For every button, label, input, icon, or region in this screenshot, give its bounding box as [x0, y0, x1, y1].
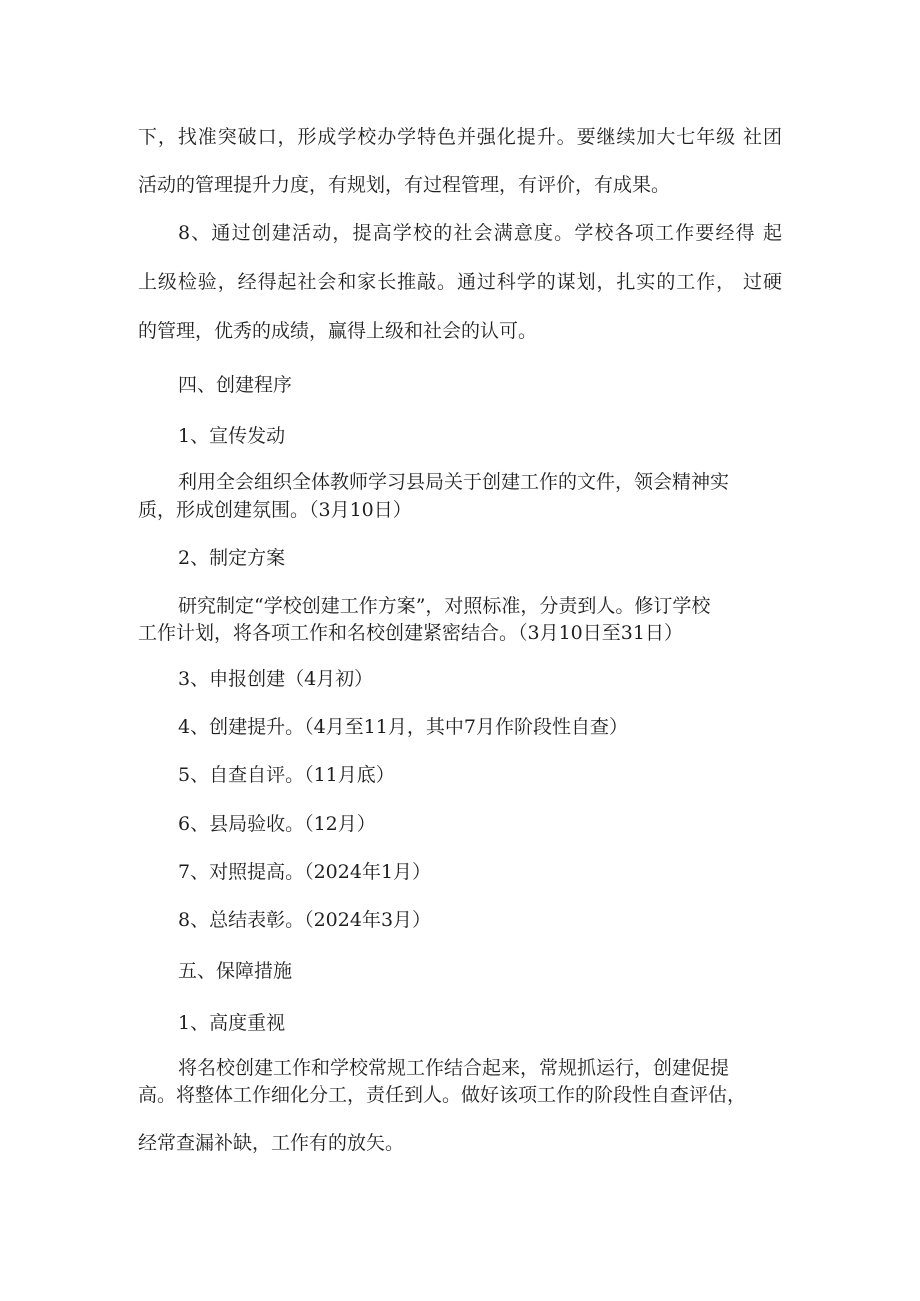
text-line: 8、通过创建活动，提高学校的社会满意度。学校各项工作要经得 起: [178, 222, 782, 244]
list-item: 3、申报创建（4月初）: [178, 668, 374, 690]
list-item: 5、自查自评。（11月底）: [178, 764, 395, 786]
text-line: 质，形成创建氛围。（3月10日）: [138, 499, 412, 521]
text-line: 工作计划，将各项工作和名校创建紧密结合。（3月10日至31日）: [138, 622, 683, 644]
list-item: 7、对照提高。（2024年1月）: [178, 861, 432, 883]
subsection-heading: 2、制定方案: [178, 547, 286, 569]
text-line: 将名校创建工作和学校常规工作结合起来，常规抓运行，创建促提: [178, 1057, 730, 1079]
list-item: 6、县局验收。（12月）: [178, 813, 376, 835]
text-line: 活动的管理提升力度，有规划，有过程管理，有评价，有成果。: [138, 174, 671, 196]
list-item: 8、总结表彰。（2024年3月）: [178, 909, 432, 931]
text-line: 下，找准突破口，形成学校办学特色并强化提升。要继续加大七年级 社团: [138, 126, 782, 148]
text-line: 利用全会组织全体教师学习县局关于创建工作的文件，领会精神实: [178, 471, 730, 493]
text-line: 的管理，优秀的成绩，赢得上级和社会的认可。: [138, 320, 538, 342]
list-item: 4、创建提升。（4月至11月，其中7月作阶段性自查）: [178, 716, 628, 738]
section-heading: 五、保障措施: [178, 960, 293, 982]
text-line: 研究制定“学校创建工作方案”，对照标准，分责到人。修订学校: [178, 595, 711, 617]
text-line: 经常查漏补缺，工作有的放矢。: [138, 1132, 405, 1154]
section-heading: 四、创建程序: [178, 374, 293, 396]
subsection-heading: 1、宣传发动: [178, 425, 286, 447]
text-line: 上级检验，经得起社会和家长推敲。通过科学的谋划，扎实的工作， 过硬: [138, 271, 782, 293]
subsection-heading: 1、高度重视: [178, 1012, 286, 1034]
text-line: 高。将整体工作细化分工，责任到人。做好该项工作的阶段性自查评估，: [138, 1084, 747, 1106]
